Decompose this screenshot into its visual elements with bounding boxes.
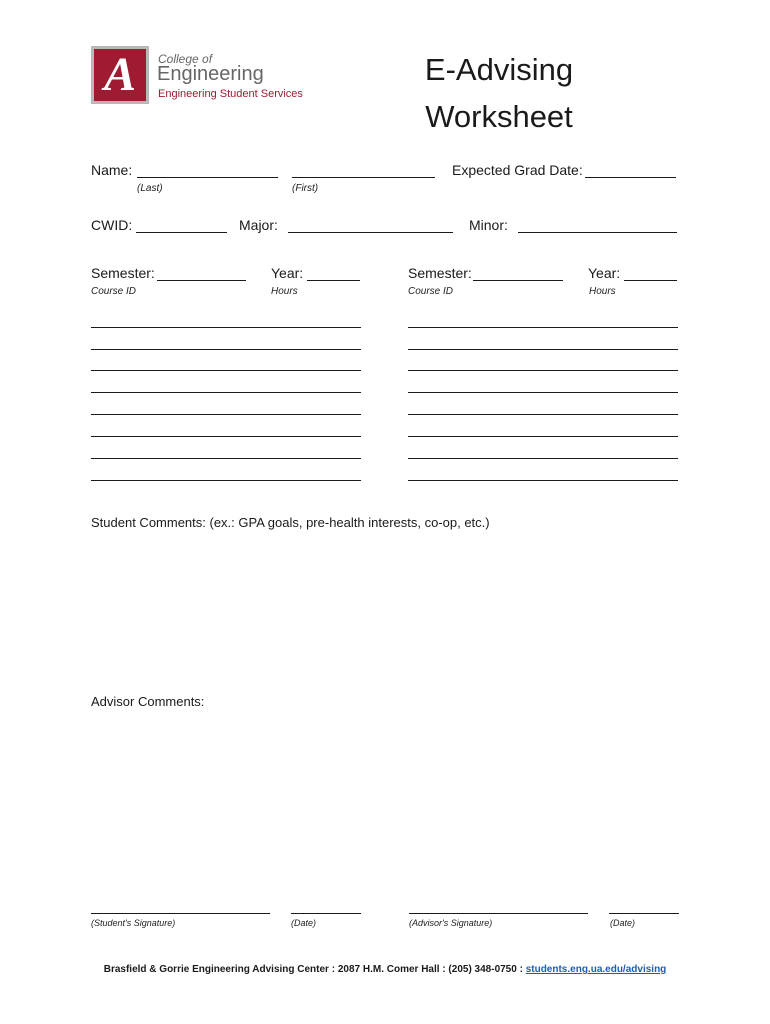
year-label-1: Year: <box>271 265 304 281</box>
minor-label: Minor: <box>469 217 508 233</box>
logo-college-text: College of <box>158 52 213 66</box>
course-line-right[interactable] <box>408 392 678 393</box>
name-label: Name: <box>91 162 133 178</box>
year-field-1[interactable] <box>307 280 360 281</box>
advisor-signature-hint: (Advisor's Signature) <box>409 918 493 928</box>
major-label: Major: <box>239 217 278 233</box>
course-id-hint-2: Course ID <box>408 286 454 297</box>
first-hint: (First) <box>292 183 319 194</box>
course-line-right[interactable] <box>408 480 678 481</box>
advisor-signature-field[interactable] <box>409 913 588 914</box>
course-line-left[interactable] <box>91 392 361 393</box>
student-comments-area[interactable] <box>91 540 678 670</box>
footer <box>0 964 770 975</box>
course-line-right[interactable] <box>408 458 678 459</box>
logo-engineering-text: Engineering <box>157 63 264 85</box>
semester-label-1: Semester: <box>91 265 155 281</box>
date-hint-2: (Date) <box>610 918 636 928</box>
last-name-field[interactable] <box>137 177 278 178</box>
hours-hint-1: Hours <box>271 286 298 297</box>
last-hint: (Last) <box>137 183 163 194</box>
title-line-2: Worksheet <box>425 99 573 134</box>
minor-field[interactable] <box>518 232 677 233</box>
grad-date-field[interactable] <box>585 177 676 178</box>
footer-text: Brasfield & Gorrie Engineering Advising Center : 2087 H.M. Comer Hall : (205) 348-0750 : <box>103 964 526 975</box>
year-label-2: Year: <box>588 265 621 281</box>
course-id-hint-1: Course ID <box>91 286 137 297</box>
semester-label-2: Semester: <box>408 265 472 281</box>
course-line-left[interactable] <box>91 480 361 481</box>
course-line-right[interactable] <box>408 414 678 415</box>
course-line-right[interactable] <box>408 370 678 371</box>
semester-field-1[interactable] <box>157 280 246 281</box>
grad-date-label: Expected Grad Date: <box>452 162 583 178</box>
course-line-right[interactable] <box>408 327 678 328</box>
course-line-left[interactable] <box>91 327 361 328</box>
date-hint-1: (Date) <box>291 918 317 928</box>
course-line-right[interactable] <box>408 349 678 350</box>
course-line-left[interactable] <box>91 436 361 437</box>
advisor-comments-area[interactable] <box>91 718 678 888</box>
cwid-field[interactable] <box>136 232 227 233</box>
major-field[interactable] <box>288 232 453 233</box>
advising-link[interactable]: students.eng.ua.edu/advising <box>525 964 667 975</box>
course-line-left[interactable] <box>91 414 361 415</box>
hours-hint-2: Hours <box>589 286 616 297</box>
student-comments-label: Student Comments: (ex.: GPA goals, pre-health interests, co-op, etc.) <box>91 515 490 530</box>
college-logo-icon: A <box>91 46 149 104</box>
advisor-date-field[interactable] <box>609 913 679 914</box>
student-signature-hint: (Student's Signature) <box>91 918 176 928</box>
logo-services-text: Engineering Student Services <box>158 88 303 100</box>
course-line-right[interactable] <box>408 436 678 437</box>
student-date-field[interactable] <box>291 913 361 914</box>
first-name-field[interactable] <box>292 177 435 178</box>
title-line-1: E-Advising <box>424 52 574 87</box>
advisor-comments-label: Advisor Comments: <box>91 694 205 709</box>
course-line-left[interactable] <box>91 370 361 371</box>
cwid-label: CWID: <box>91 217 133 233</box>
student-signature-field[interactable] <box>91 913 270 914</box>
semester-field-2[interactable] <box>473 280 563 281</box>
year-field-2[interactable] <box>624 280 677 281</box>
course-line-left[interactable] <box>91 458 361 459</box>
course-line-left[interactable] <box>91 349 361 350</box>
